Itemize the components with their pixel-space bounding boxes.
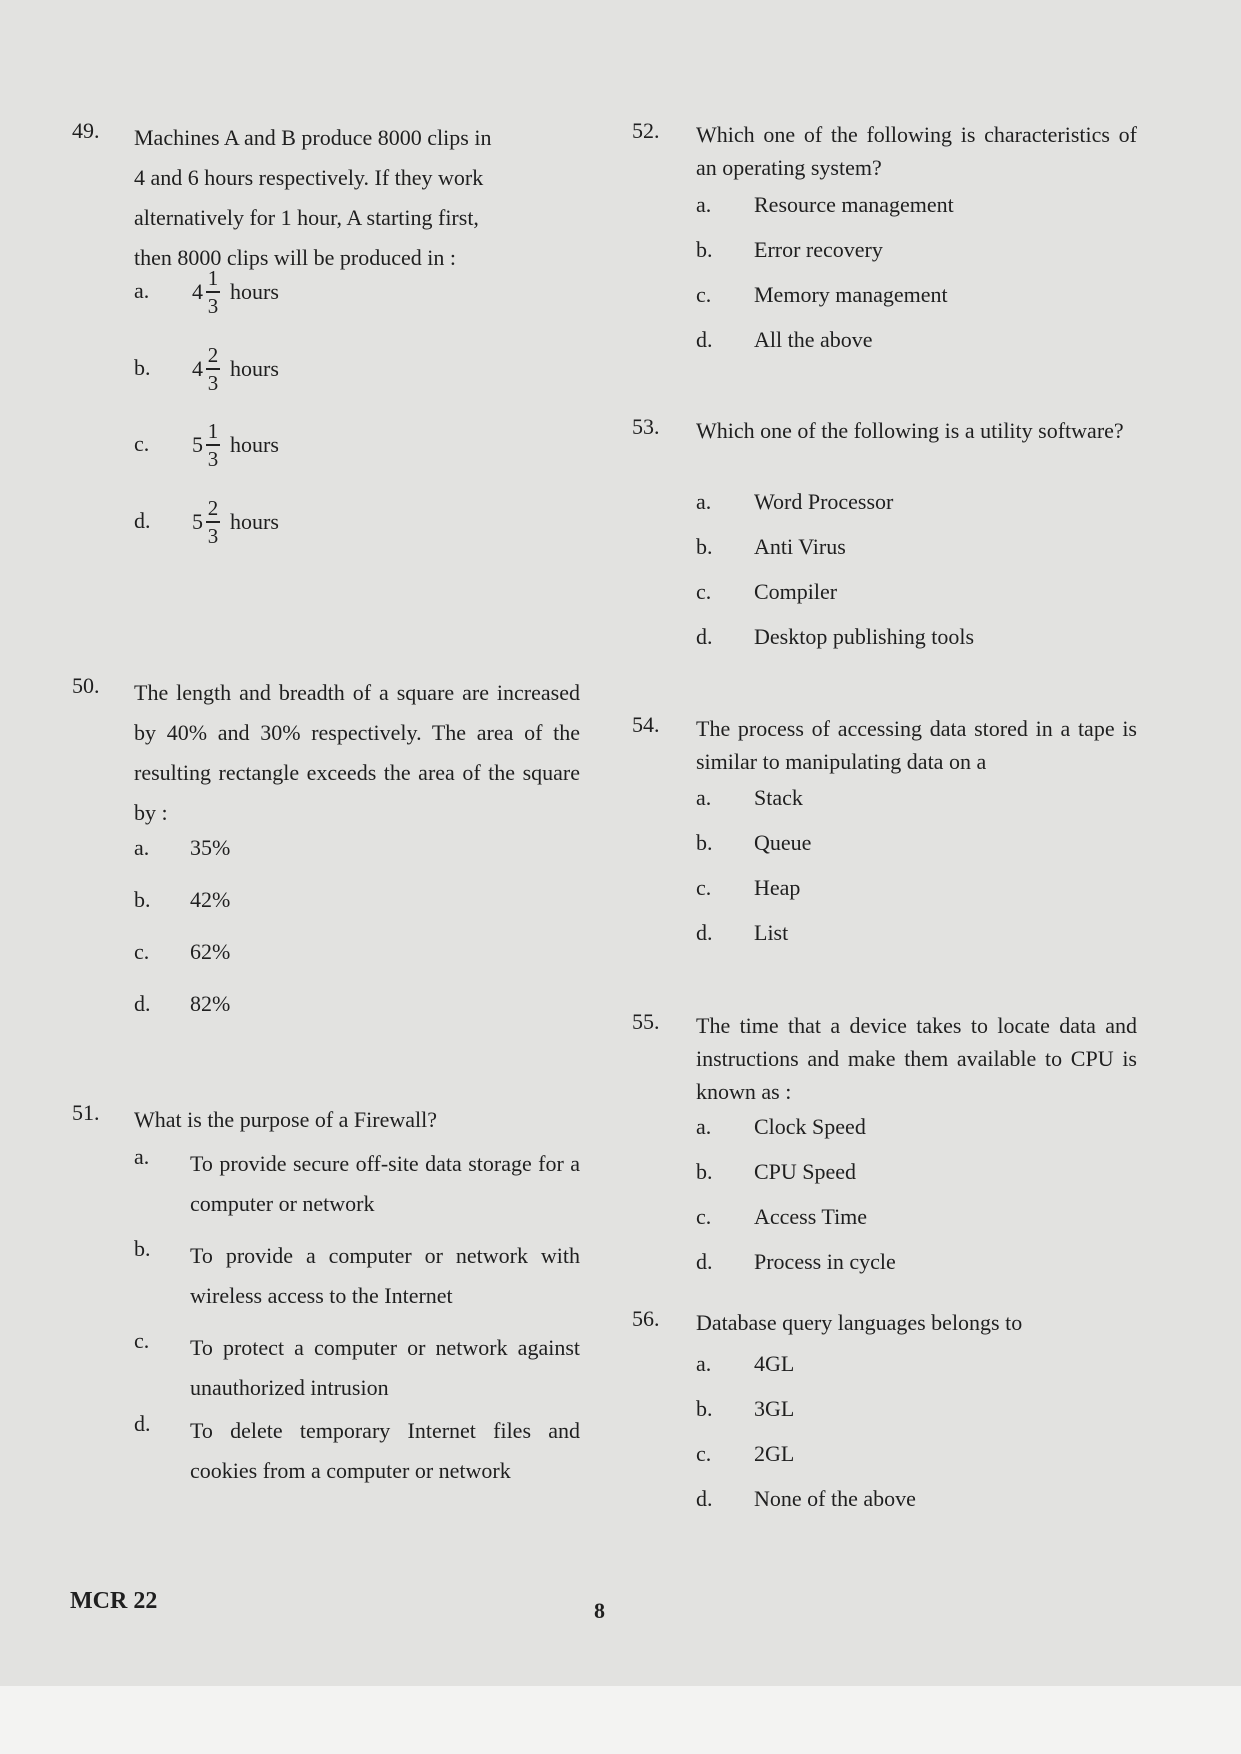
option-text: To delete temporary Internet files and cookies from a computer or network (190, 1418, 580, 1483)
question-text: The length and breadth of a square are increased by 40% and 30% respectively. The area of the resulting rectangle exceeds the area of the square by : (134, 680, 580, 825)
option-letter: b. (696, 1159, 713, 1184)
option-text: 42% (190, 887, 231, 912)
option-letter: d. (696, 327, 713, 352)
option-letter: a. (696, 1351, 712, 1376)
question-text: Which one of the following is a utility software? (696, 418, 1124, 443)
option-letter: c. (134, 431, 150, 456)
fraction-denominator: 3 (207, 523, 219, 548)
question-number: 50. (72, 673, 100, 698)
option-text: Clock Speed (754, 1114, 866, 1139)
option-letter: a. (696, 1114, 712, 1139)
option-text: Stack (754, 785, 803, 810)
option-text: List (754, 920, 789, 945)
question-number: 56. (632, 1306, 660, 1331)
option-letter: a. (696, 489, 712, 514)
fraction-whole: 5 (192, 509, 203, 534)
fraction-denominator: 3 (207, 446, 219, 471)
page-number: 8 (594, 1598, 605, 1623)
question-number: 55. (632, 1009, 660, 1034)
mixed-fraction (192, 337, 279, 401)
option-letter: b. (134, 887, 151, 912)
option-text: To provide secure off-site data storage for a computer or network (190, 1151, 580, 1216)
fraction-bar (206, 521, 220, 523)
question-text-line: 4 and 6 hours respectively. If they work (134, 165, 484, 190)
fraction-denominator: 3 (207, 370, 219, 395)
question-text-line: alternatively for 1 hour, A starting first, (134, 205, 479, 230)
mixed-fraction (192, 413, 279, 477)
fraction (206, 420, 220, 470)
question-text: What is the purpose of a Firewall? (134, 1107, 438, 1132)
option-letter: b. (696, 830, 713, 855)
option-text: Memory management (754, 282, 948, 307)
mixed-fraction (192, 260, 279, 324)
fraction (206, 497, 220, 547)
option-text: Desktop publishing tools (754, 624, 975, 649)
question-number: 51. (72, 1100, 100, 1125)
option-letter: a. (696, 785, 712, 810)
option-letter: b. (696, 534, 713, 559)
option-text: CPU Speed (754, 1159, 857, 1184)
option-letter: a. (134, 278, 150, 303)
option-letter: d. (696, 920, 713, 945)
fraction-numerator: 1 (207, 419, 219, 444)
option-letter: b. (696, 1396, 713, 1421)
option-text: Error recovery (754, 237, 883, 262)
option-letter: a. (134, 835, 150, 860)
option-text: Word Processor (754, 489, 894, 514)
option-letter: b. (134, 355, 151, 380)
option-letter: b. (134, 1236, 151, 1261)
option-text: Compiler (754, 579, 838, 604)
option-letter: d. (134, 508, 151, 533)
fraction-unit: hours (230, 432, 279, 457)
question-text-line: Machines A and B produce 8000 clips in (134, 125, 492, 150)
fraction-numerator: 1 (207, 266, 219, 291)
fraction-bar (206, 368, 220, 370)
fraction-numerator: 2 (207, 496, 219, 521)
fraction-unit: hours (230, 509, 279, 534)
option-letter: c. (134, 939, 150, 964)
option-text: 82% (190, 991, 231, 1016)
option-letter: c. (696, 282, 712, 307)
option-text: 35% (190, 835, 231, 860)
mixed-fraction (192, 490, 279, 554)
option-text: 3GL (754, 1396, 795, 1421)
fraction-bar (206, 444, 220, 446)
option-text: 4GL (754, 1351, 795, 1376)
option-text: None of the above (754, 1486, 916, 1511)
option-letter: c. (134, 1328, 150, 1353)
fraction (206, 344, 220, 394)
option-letter: c. (696, 1204, 712, 1229)
question-text: Which one of the following is characteristics of an operating system? (696, 122, 1137, 180)
question-text (134, 118, 580, 278)
question-number: 49. (72, 118, 100, 143)
option-text: Anti Virus (754, 534, 846, 559)
option-letter: d. (134, 1411, 151, 1436)
option-text: To provide a computer or network with wireless access to the Internet (190, 1243, 580, 1308)
option-text: Process in cycle (754, 1249, 896, 1274)
option-text: Access Time (754, 1204, 868, 1229)
option-letter: d. (696, 1249, 713, 1274)
question-number: 53. (632, 414, 660, 439)
question-text: The process of accessing data stored in a tape is similar to manipulating data on a (696, 716, 1137, 774)
paper-code: MCR 22 (70, 1588, 158, 1614)
option-letter: b. (696, 237, 713, 262)
question-text-line: then 8000 clips will be produced in : (134, 245, 456, 270)
fraction-whole: 4 (192, 279, 203, 304)
fraction-unit: hours (230, 279, 279, 304)
question-number: 52. (632, 118, 660, 143)
option-text: Queue (754, 830, 812, 855)
option-letter: d. (134, 991, 151, 1016)
option-letter: a. (134, 1144, 150, 1169)
scan-margin (0, 1686, 1241, 1754)
fraction-numerator: 2 (207, 343, 219, 368)
fraction-unit: hours (230, 356, 279, 381)
question-text: Database query languages belongs to (696, 1310, 1023, 1335)
option-text: All the above (754, 327, 873, 352)
option-letter: a. (696, 192, 712, 217)
fraction (206, 267, 220, 317)
option-text: Resource management (754, 192, 954, 217)
option-letter: c. (696, 1441, 712, 1466)
fraction-whole: 5 (192, 432, 203, 457)
question-number: 54. (632, 712, 660, 737)
option-text: Heap (754, 875, 801, 900)
option-letter: c. (696, 875, 712, 900)
option-text: To protect a computer or network against unauthorized intrusion (190, 1335, 580, 1400)
option-text: 2GL (754, 1441, 795, 1466)
option-letter: d. (696, 1486, 713, 1511)
option-text: 62% (190, 939, 231, 964)
question-text: The time that a device takes to locate data and instructions and make them available to CPU is known as : (696, 1013, 1137, 1104)
option-letter: d. (696, 624, 713, 649)
fraction-whole: 4 (192, 356, 203, 381)
fraction-bar (206, 291, 220, 293)
option-letter: c. (696, 579, 712, 604)
fraction-denominator: 3 (207, 293, 219, 318)
